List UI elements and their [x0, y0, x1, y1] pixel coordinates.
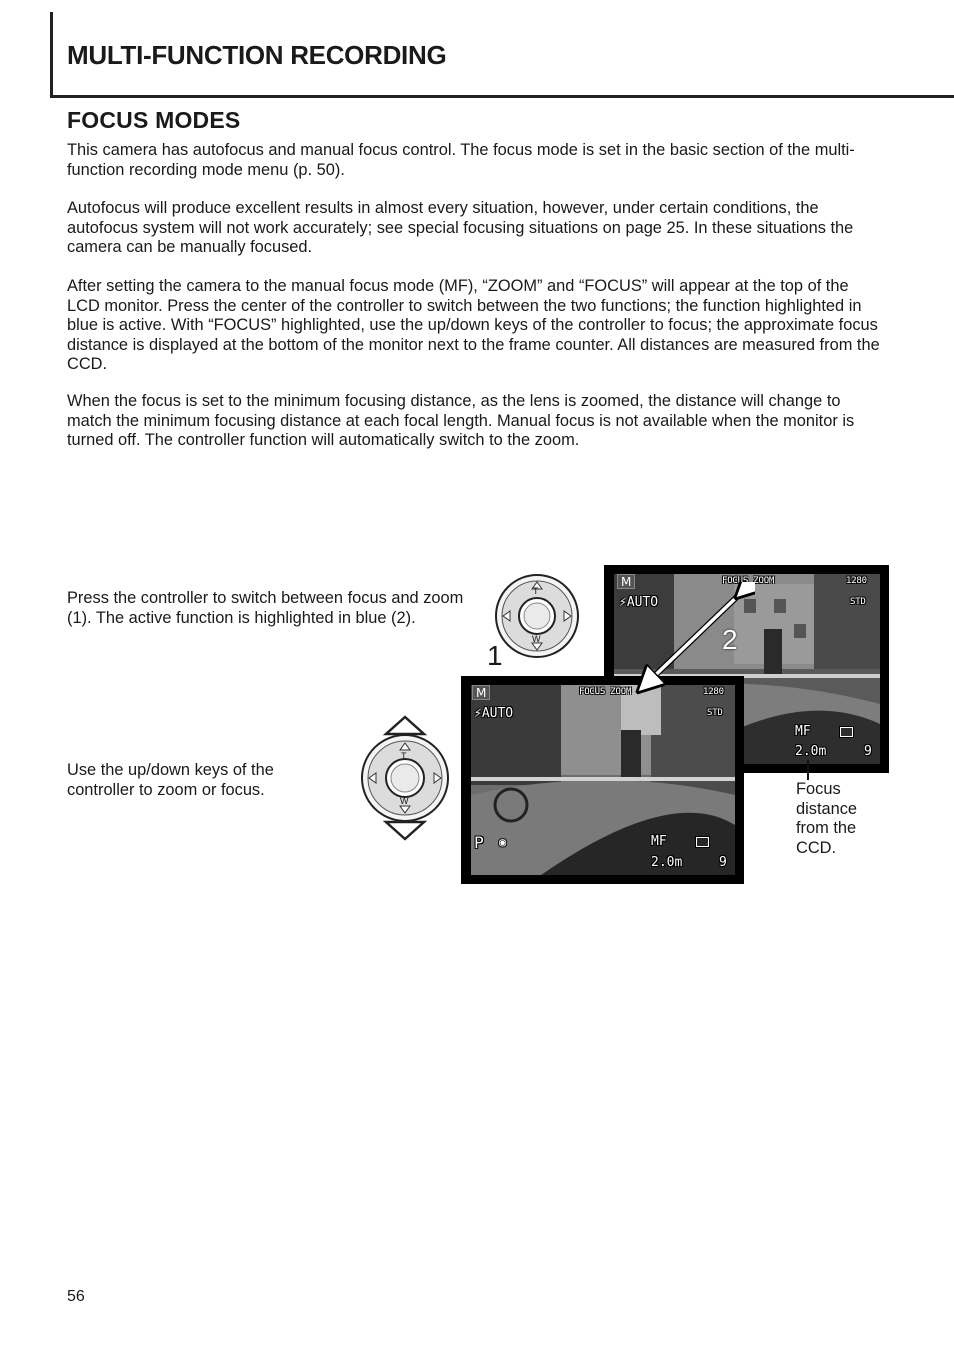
header-rule-vertical	[50, 12, 53, 98]
camera-mode-badge-2: M	[472, 685, 490, 700]
flash-mode-2: ⚡AUTO	[474, 706, 514, 721]
eye-icon: ◉	[499, 835, 507, 849]
flash-mode: ⚡AUTO	[619, 595, 659, 610]
section-title: MULTI-FUNCTION RECORDING	[67, 40, 447, 70]
paragraph-manual-focus: After setting the camera to the manual focus mode (MF), “ZOOM” and “FOCUS” will appear at the top of the LCD monitor. Press the center of the controller to switch between the two functions; the function highlighted in blue is active. With “FOCUS” highlighted, use the up/down keys of the controller to focus; the approximate focus distance is displayed at the bottom of the monitor next to the frame counter. All distances are measured from the CCD.	[67, 277, 880, 374]
callout-2: 2	[722, 624, 738, 655]
focus-mode-indicator-2: MF	[651, 834, 667, 849]
focus-distance-value: 2.0m	[795, 744, 827, 759]
frame-counter: 9	[864, 744, 872, 759]
tele-label: T	[533, 586, 539, 596]
focus-zoom-menu: FOCUS ZOOM	[722, 576, 775, 586]
image-quality: STD	[850, 597, 866, 607]
focus-zoom-menu-2: FOCUS ZOOM	[579, 687, 632, 697]
controller-diagram-up-down	[356, 714, 456, 844]
callout-1: 1	[487, 640, 503, 671]
controller-diagram-press	[493, 572, 581, 660]
caption-up-down-keys: Use the up/down keys of the controller to zoom or focus.	[67, 761, 274, 799]
tele-label-2: T	[401, 751, 407, 761]
resolution-2: 1280	[703, 687, 724, 697]
wide-label-2: W	[400, 796, 409, 806]
exposure-mode: P	[474, 833, 484, 852]
focus-distance-value-2: 2.0m	[651, 855, 683, 870]
frame-counter-2: 9	[719, 855, 727, 870]
camera-mode-badge: M	[617, 574, 635, 589]
image-quality-2: STD	[707, 708, 723, 718]
paragraph-intro: This camera has autofocus and manual focus control. The focus mode is set in the basic section of the multi-function recording mode menu (p. 50).	[67, 141, 855, 179]
paragraph-autofocus: Autofocus will produce excellent results in almost every situation, however, under certain conditions, the autofocus system will not work accurately; see special focusing situations on page 25. In these situations the camera can be manually focused.	[67, 199, 854, 257]
focus-distance-leader	[807, 760, 809, 780]
lcd-screen-front	[461, 676, 744, 884]
header-rule-horizontal	[50, 95, 954, 98]
paragraph-minimum-distance: When the focus is set to the minimum focusing distance, as the lens is zoomed, the distance will change to match the minimum focusing distance at each focal length. Manual focus is not available when the monitor is turned off. The controller function will automatically switch to the zoom.	[67, 392, 855, 450]
wide-label: W	[532, 634, 541, 644]
page-subtitle: FOCUS MODES	[67, 107, 241, 133]
page-number: 56	[67, 1288, 85, 1305]
caption-focus-distance: Focus distance from the CCD.	[796, 780, 858, 857]
focus-mode-indicator: MF	[795, 724, 811, 739]
drive-mode-icon	[840, 727, 853, 737]
caption-press-controller: Press the controller to switch between focus and zoom (1). The active function is highlighted in blue (2).	[67, 589, 464, 627]
drive-mode-icon-2	[696, 837, 709, 847]
resolution: 1280	[846, 576, 867, 586]
